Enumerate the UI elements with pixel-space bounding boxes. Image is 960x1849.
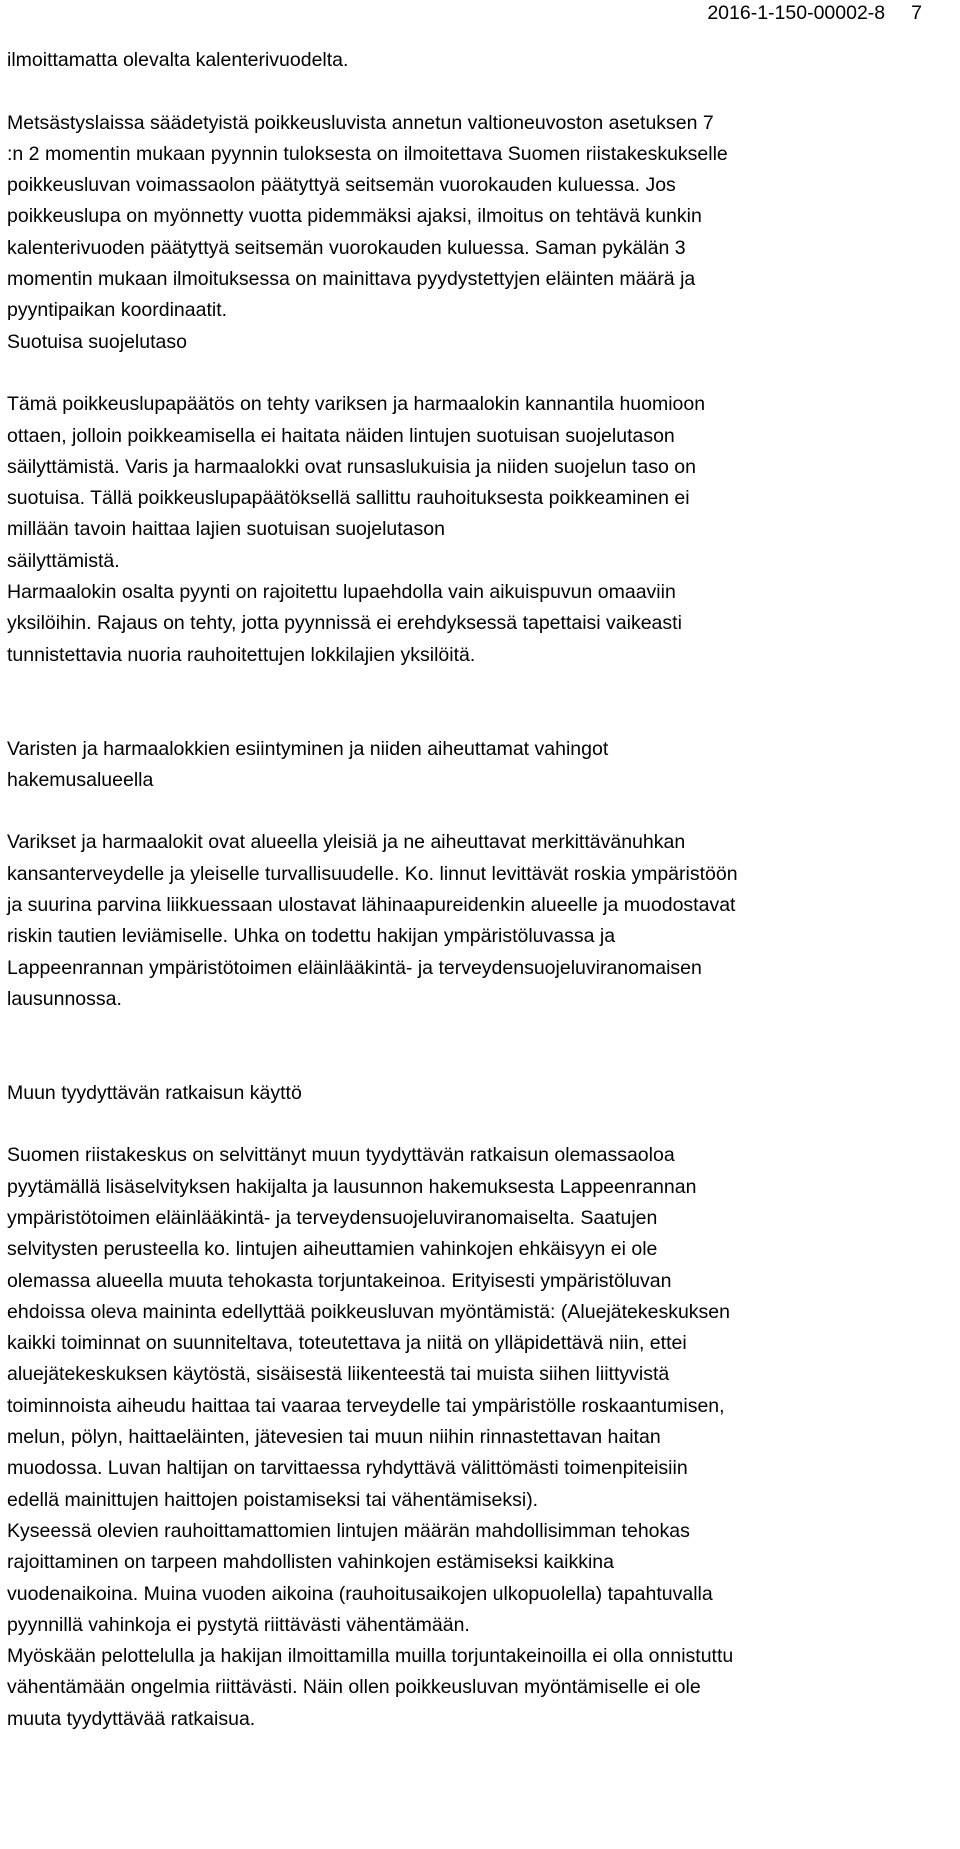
spacer	[7, 1109, 951, 1140]
paragraph-4: Harmaalokin osalta pyynti on rajoitettu lupaehdolla vain aikuispuvun omaaviin yksilöihin. Rajaus on tehty, jotta pyynnissä ei erehdyksessä tapettaisi vaikeasti tunnistettavia nuoria rauhoitettujen lokkilajien yksilöitä.	[7, 581, 682, 666]
spacer	[7, 76, 951, 107]
paragraph-1: ilmoittamatta olevalta kalenterivuodelta.	[7, 49, 349, 71]
paragraph-3: Tämä poikkeuslupapäätös on tehty variksen ja harmaalokin kannantila huomioon ottaen, jolloin poikkeamisella ei haitata näiden lintujen suotuisan suojelutason säilyttämistä. Varis ja harmaalokki ovat runsaslukuisia ja niiden suojelun taso on suotuisa. Tällä poikkeuslupapäätöksellä sallittu rauhoituksesta poikkeaminen ei millään tavoin haittaa lajien suotuisan suojelutason säilyttämistä.	[7, 393, 706, 572]
page-header	[707, 0, 922, 26]
paragraph-8: Myöskään pelottelulla ja hakijan ilmoittamilla muilla torjuntakeinoilla ei olla onnistuttu vähentämään ongelmia riittävästi. Näin ollen poikkeusluvan myöntämiselle ei ole muuta tyydyttävää ratkaisua.	[7, 1645, 734, 1730]
document-reference: 2016-1-150-00002-8	[707, 2, 886, 24]
section-heading-ratkaisu: Muun tyydyttävän ratkaisun käyttö	[7, 1081, 302, 1104]
paragraph-7: Kyseessä olevien rauhoittamattomien lintujen määrän mahdollisimman tehokas rajoittaminen on tarpeen mahdollisten vahinkojen estämiseksi kaikkina vuodenaikoina. Muina vuoden aikoina (rauhoitusaikojen ulkopuolella) tapahtuvalla pyynnillä vahinkoja ei pystytä riittävästi vähentämään.	[7, 1519, 713, 1636]
page-number: 7	[911, 2, 922, 24]
spacer	[7, 671, 951, 734]
section-heading-suojelutaso: Suotuisa suojelutaso	[7, 330, 187, 353]
section-heading-vahingot: Varisten ja harmaalokkien esiintyminen ja niiden aiheuttamat vahingot hakemusalueella	[7, 737, 609, 791]
paragraph-6: Suomen riistakeskus on selvittänyt muun tyydyttävän ratkaisun olemassaoloa pyytämällä lisäselvityksen hakijalta ja lausunnon hakemuksesta Lappeenrannan ympäristötoimen eläinlääkintä- ja terveydensuojeluviranomaiselta. Saatujen selvitysten perusteella ko. lintujen aiheuttamien vahinkojen ehkäisyyn ei ole olemassa alueella muuta tehokasta torjuntakeinoa. Erityisesti ympäristöluvan ehdoissa oleva maininta edellyttää poikkeusluvan myöntämistä: (Aluejätekeskuksen kaikki toiminnat on suunniteltava, toteutettava ja niitä on ylläpidettävä niin, ettei aluejätekeskuksen käytöstä, sisäisestä liikenteestä tai muista siihen liittyvistä toiminnoista aiheudu haittaa tai vaaraa terveydelle tai ympäristölle roskaantumisen, melun, pölyn, haittaeläinten, jätevesien tai muun niihin rinnastettavan haitan muodossa. Luvan haltijan on tarvittaessa ryhdyttävä välittömästi toimenpiteisiin edellä mainittujen haittojen poistamiseksi tai vähentämiseksi).	[7, 1144, 730, 1511]
document-body	[7, 45, 951, 1735]
spacer	[7, 796, 951, 827]
paragraph-5: Varikset ja harmaalokit ovat alueella yleisiä ja ne aiheuttavat merkittävänuhkan kansanterveydelle ja yleiselle turvallisuudelle. Ko. linnut levittävät roskia ympäristöön ja suurina parvina liikkuessaan ulostavat lähinaapureidenkin alueelle ja muodostavat riskin tautien leviämiselle. Uhka on todettu hakijan ympäristöluvassa ja Lappeenrannan ympäristötoimen eläinlääkintä- ja terveydensuojeluviranomaisen lausunnossa.	[7, 831, 738, 1010]
spacer	[7, 1015, 951, 1078]
spacer	[7, 358, 951, 389]
paragraph-2: Metsästyslaissa säädetyistä poikkeusluvista annetun valtioneuvoston asetuksen 7 :n 2 momentin mukaan pyynnin tuloksesta on ilmoitettava Suomen riistakeskukselle poikkeusluvan voimassaolon päätyttyä seitsemän vuorokauden kuluessa. Jos poikkeuslupa on myönnetty vuotta pidemmäksi ajaksi, ilmoitus on tehtävä kunkin kalenterivuoden päätyttyä seitsemän vuorokauden kuluessa. Saman pykälän 3 momentin mukaan ilmoituksessa on mainittava pyydystettyjen eläinten määrä ja pyyntipaikan koordinaatit.	[7, 111, 728, 322]
